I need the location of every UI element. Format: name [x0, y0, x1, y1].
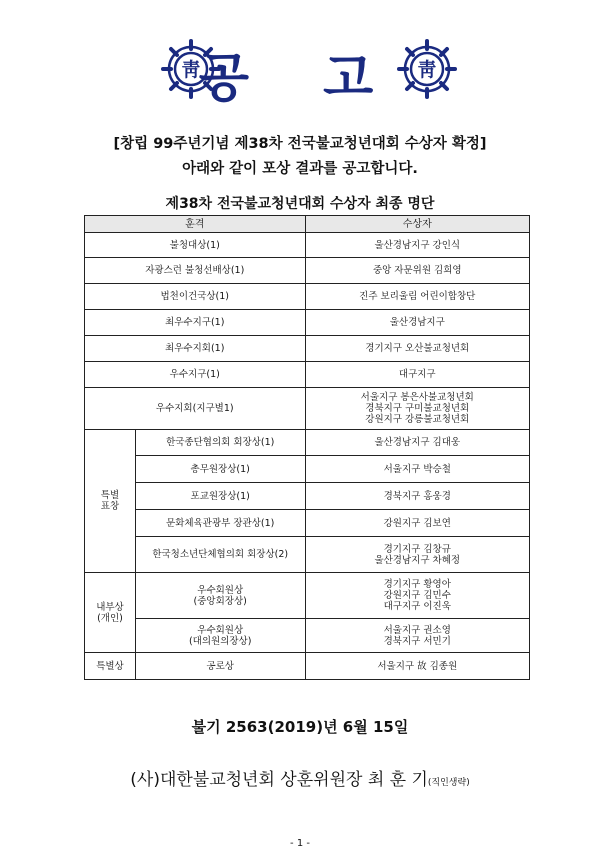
award-line: 우수회원상 — [197, 624, 244, 636]
award-cell: 불청대상(1) — [85, 233, 306, 258]
group-cell-last: 특별상 — [85, 653, 136, 680]
recipient-cell: 경기지구 오산불교청년회 — [305, 336, 529, 362]
recipient-cell: 강원지구 김보연 — [305, 510, 529, 537]
table-row — [85, 653, 530, 680]
recipient-cell: 울산경남지구 강인식 — [305, 233, 529, 258]
award-line: (중앙회장상) — [193, 595, 247, 607]
header-award: 훈격 — [85, 216, 306, 233]
table-row — [85, 388, 530, 430]
announcement-heading: [창립 99주년기념 제38차 전국불교청년대회 수상자 확정] — [113, 136, 487, 152]
recipient-line: 강원지구 강릉불교청년회 — [365, 414, 470, 425]
award-line: (대의원의장상) — [188, 635, 252, 647]
table-row — [85, 284, 530, 310]
group-cell-special — [85, 430, 136, 573]
award-cell: 포교원장상(1) — [135, 483, 305, 510]
recipient-cell: 울산경남지구 김대웅 — [305, 430, 529, 456]
table-row — [85, 258, 530, 284]
recipient-cell — [305, 619, 529, 653]
award-cell: 최우수지회(1) — [85, 336, 306, 362]
award-cell: 법천이건국상(1) — [85, 284, 306, 310]
recipient-line: 경북지구 구미불교청년회 — [365, 403, 470, 414]
recipient-line: 서울지구 봉은사불교청년회 — [360, 392, 474, 403]
awards-table — [84, 215, 530, 680]
seal-note: (직인생략) — [427, 778, 470, 788]
page-number: - 1 - — [290, 838, 310, 849]
award-cell: 우수지구(1) — [85, 362, 306, 388]
recipient-line: 서울지구 권소영 — [383, 624, 451, 636]
table-row — [85, 619, 530, 653]
table-row — [85, 537, 530, 573]
table-row — [85, 362, 530, 388]
recipient-cell: 서울지구 故 김종원 — [305, 653, 529, 680]
group-label: 내부상 — [96, 601, 124, 613]
group-label: (개인) — [97, 612, 123, 624]
award-line: 우수회원상 — [197, 584, 244, 596]
table-row — [85, 430, 530, 456]
recipient-line: 경기지구 김창규 — [383, 543, 451, 555]
signature-line — [0, 765, 600, 790]
table-row — [85, 483, 530, 510]
recipient-cell: 경북지구 홍웅경 — [305, 483, 529, 510]
recipient-line: 울산경남지구 차혜정 — [374, 554, 461, 566]
announcement-subheading: 아래와 같이 포상 결과를 공고합니다. — [182, 161, 418, 177]
recipient-cell — [305, 573, 529, 619]
recipient-line: 경북지구 서민기 — [383, 635, 451, 647]
group-label: 표창 — [100, 501, 120, 512]
recipient-line: 강원지구 김민수 — [383, 590, 451, 601]
table-header-row — [85, 216, 530, 233]
emblem-left-char: 靑 — [181, 59, 201, 81]
recipient-cell: 울산경남지구 — [305, 310, 529, 336]
award-cell: 우수지회(지구별1) — [85, 388, 306, 430]
recipient-cell: 진주 보리울림 어린이합창단 — [305, 284, 529, 310]
emblem-right-char: 靑 — [417, 59, 437, 81]
page-title: 공 고 — [198, 49, 402, 109]
recipient-line: 대구지구 이진욱 — [383, 601, 451, 612]
header-recipient: 수상자 — [305, 216, 529, 233]
table-row — [85, 233, 530, 258]
award-cell: 한국청소년단체협의회 회장상(2) — [135, 537, 305, 573]
table-row — [85, 456, 530, 483]
table-row — [85, 573, 530, 619]
signature-text: (사)대한불교청년회 상훈위원장 최 훈 기 — [130, 770, 428, 790]
recipient-cell — [305, 537, 529, 573]
recipient-cell: 중앙 자문위원 김희영 — [305, 258, 529, 284]
award-cell — [135, 573, 305, 619]
table-row — [85, 510, 530, 537]
award-cell: 문화체육관광부 장관상(1) — [135, 510, 305, 537]
recipient-cell — [305, 388, 529, 430]
award-cell: 총무원장상(1) — [135, 456, 305, 483]
group-cell-internal — [85, 573, 136, 653]
recipient-line: 경기지구 황영아 — [383, 579, 451, 590]
recipient-cell: 대구지구 — [305, 362, 529, 388]
recipient-cell: 서울지구 박승철 — [305, 456, 529, 483]
award-cell: 최우수지구(1) — [85, 310, 306, 336]
table-row — [85, 310, 530, 336]
table-row — [85, 336, 530, 362]
award-cell: 한국종단협의회 회장상(1) — [135, 430, 305, 456]
table-title: 제38차 전국불교청년대회 수상자 최종 명단 — [165, 196, 435, 212]
announcement-date: 불기 2563(2019)년 6월 15일 — [191, 718, 409, 736]
award-cell — [135, 619, 305, 653]
award-cell: 자광스런 불청선배상(1) — [85, 258, 306, 284]
award-cell: 공로상 — [135, 653, 305, 680]
group-label: 특별 — [100, 490, 120, 501]
